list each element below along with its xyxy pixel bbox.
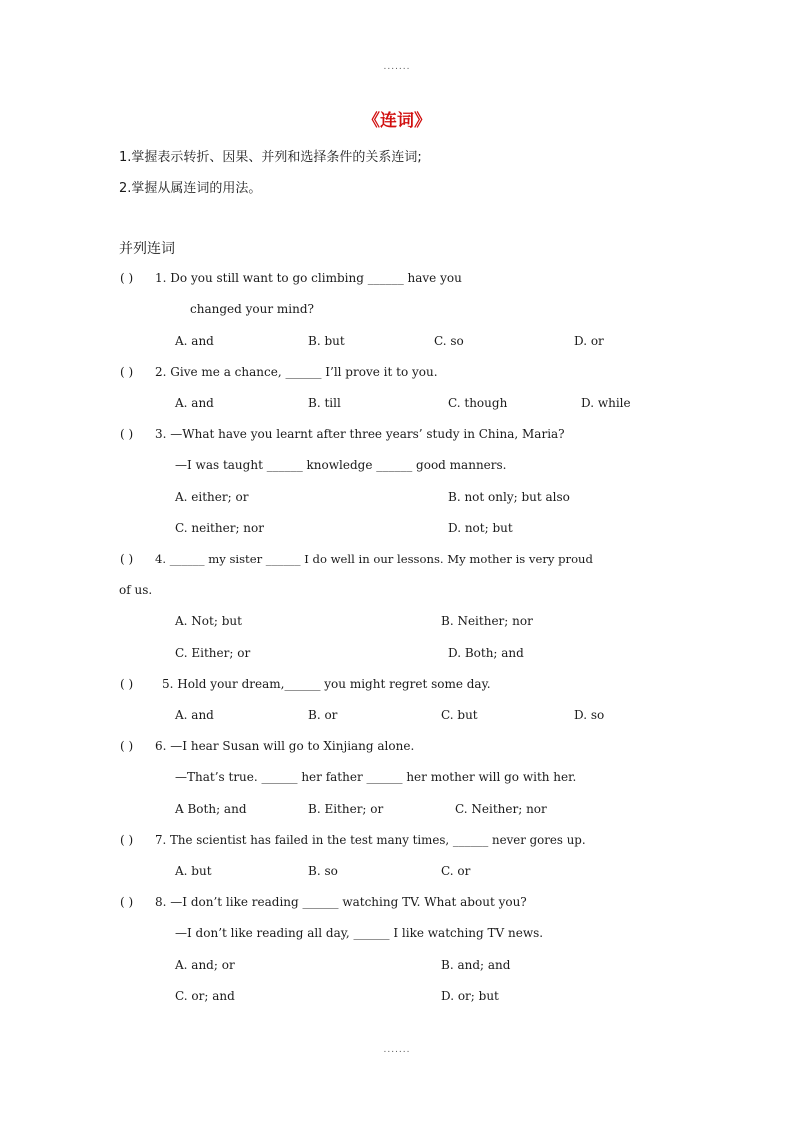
option-c[interactable]: C. Neither; nor <box>455 802 547 816</box>
question-number: 6. <box>155 739 167 753</box>
question-1 <box>155 271 462 285</box>
question-4 <box>155 552 593 566</box>
option-a[interactable]: A. Not; but <box>175 614 242 628</box>
question-number: 4. <box>155 552 167 566</box>
option-d[interactable]: D. or; but <box>441 989 499 1003</box>
option-a[interactable]: A. and; or <box>175 958 235 972</box>
option-c[interactable]: C. Either; or <box>175 646 251 660</box>
option-b[interactable]: B. so <box>308 864 338 878</box>
option-c[interactable]: C. though <box>448 396 508 410</box>
question-8-cont: —I don’t like reading all day, ______ I like watching TV news. <box>175 926 544 940</box>
answer-blank[interactable]: ( ) <box>120 895 134 909</box>
option-a[interactable]: A. either; or <box>175 490 249 504</box>
objective-1: 1.掌握表示转折、因果、并列和选择条件的关系连词; <box>119 150 422 165</box>
answer-blank[interactable]: ( ) <box>120 271 134 285</box>
objective-2: 2.掌握从属连词的用法。 <box>119 181 262 196</box>
page-title: 《连词》 <box>363 111 431 131</box>
question-stem: Give me a chance, ______ I’ll prove it to you. <box>170 365 438 379</box>
question-stem: —I don’t like reading ______ watching TV. What about you? <box>170 895 527 909</box>
question-number: 7. <box>155 833 167 847</box>
option-a[interactable]: A. and <box>175 334 214 348</box>
question-8 <box>155 895 527 909</box>
option-a[interactable]: A Both; and <box>175 802 247 816</box>
option-b[interactable]: B. and; and <box>441 958 511 972</box>
header-dots: ....... <box>383 62 411 72</box>
option-b[interactable]: B. till <box>308 396 341 410</box>
question-5 <box>162 677 491 691</box>
option-c[interactable]: C. or; and <box>175 989 235 1003</box>
option-b[interactable]: B. but <box>308 334 345 348</box>
answer-blank[interactable]: ( ) <box>120 427 134 441</box>
option-d[interactable]: D. Both; and <box>448 646 524 660</box>
question-1-cont: changed your mind? <box>190 302 314 316</box>
question-stem: The scientist has failed in the test many times, ______ never gores up. <box>170 833 586 847</box>
question-number: 3. <box>155 427 167 441</box>
option-c[interactable]: C. or <box>441 864 471 878</box>
question-6-cont: —That’s true. ______ her father ______ her mother will go with her. <box>175 770 577 784</box>
answer-blank[interactable]: ( ) <box>120 365 134 379</box>
option-b[interactable]: B. or <box>308 708 338 722</box>
question-6 <box>155 739 414 753</box>
option-c[interactable]: C. but <box>441 708 478 722</box>
question-4-cont: of us. <box>119 583 153 597</box>
question-7 <box>155 833 586 847</box>
answer-blank[interactable]: ( ) <box>120 677 134 691</box>
question-stem: Do you still want to go climbing ______ have you <box>170 271 462 285</box>
option-a[interactable]: A. but <box>175 864 212 878</box>
footer-dots: ....... <box>383 1045 411 1055</box>
section-title: 并列连词 <box>119 241 175 257</box>
answer-blank[interactable]: ( ) <box>120 739 134 753</box>
answer-blank[interactable]: ( ) <box>120 833 134 847</box>
question-number: 2. <box>155 365 167 379</box>
question-stem: —I hear Susan will go to Xinjiang alone. <box>170 739 415 753</box>
option-a[interactable]: A. and <box>175 396 214 410</box>
option-c[interactable]: C. so <box>434 334 464 348</box>
answer-blank[interactable]: ( ) <box>120 552 134 566</box>
option-d[interactable]: D. or <box>574 334 604 348</box>
option-d[interactable]: D. not; but <box>448 521 513 535</box>
option-b[interactable]: B. not only; but also <box>448 490 570 504</box>
question-3 <box>155 427 565 441</box>
question-3-cont: —I was taught ______ knowledge ______ good manners. <box>175 458 507 472</box>
question-number: 8. <box>155 895 167 909</box>
question-2 <box>155 365 438 379</box>
question-number: 1. <box>155 271 167 285</box>
option-b[interactable]: B. Neither; nor <box>441 614 533 628</box>
question-stem: ______ my sister ______ I do well in our lessons. My mother is very proud <box>169 552 593 566</box>
option-d[interactable]: D. so <box>574 708 605 722</box>
option-c[interactable]: C. neither; nor <box>175 521 264 535</box>
option-b[interactable]: B. Either; or <box>308 802 384 816</box>
question-number: 5. <box>162 677 174 691</box>
question-stem: —What have you learnt after three years’ study in China, Maria? <box>170 427 565 441</box>
option-a[interactable]: A. and <box>175 708 214 722</box>
question-stem: Hold your dream,______ you might regret some day. <box>177 677 491 691</box>
option-d[interactable]: D. while <box>581 396 631 410</box>
